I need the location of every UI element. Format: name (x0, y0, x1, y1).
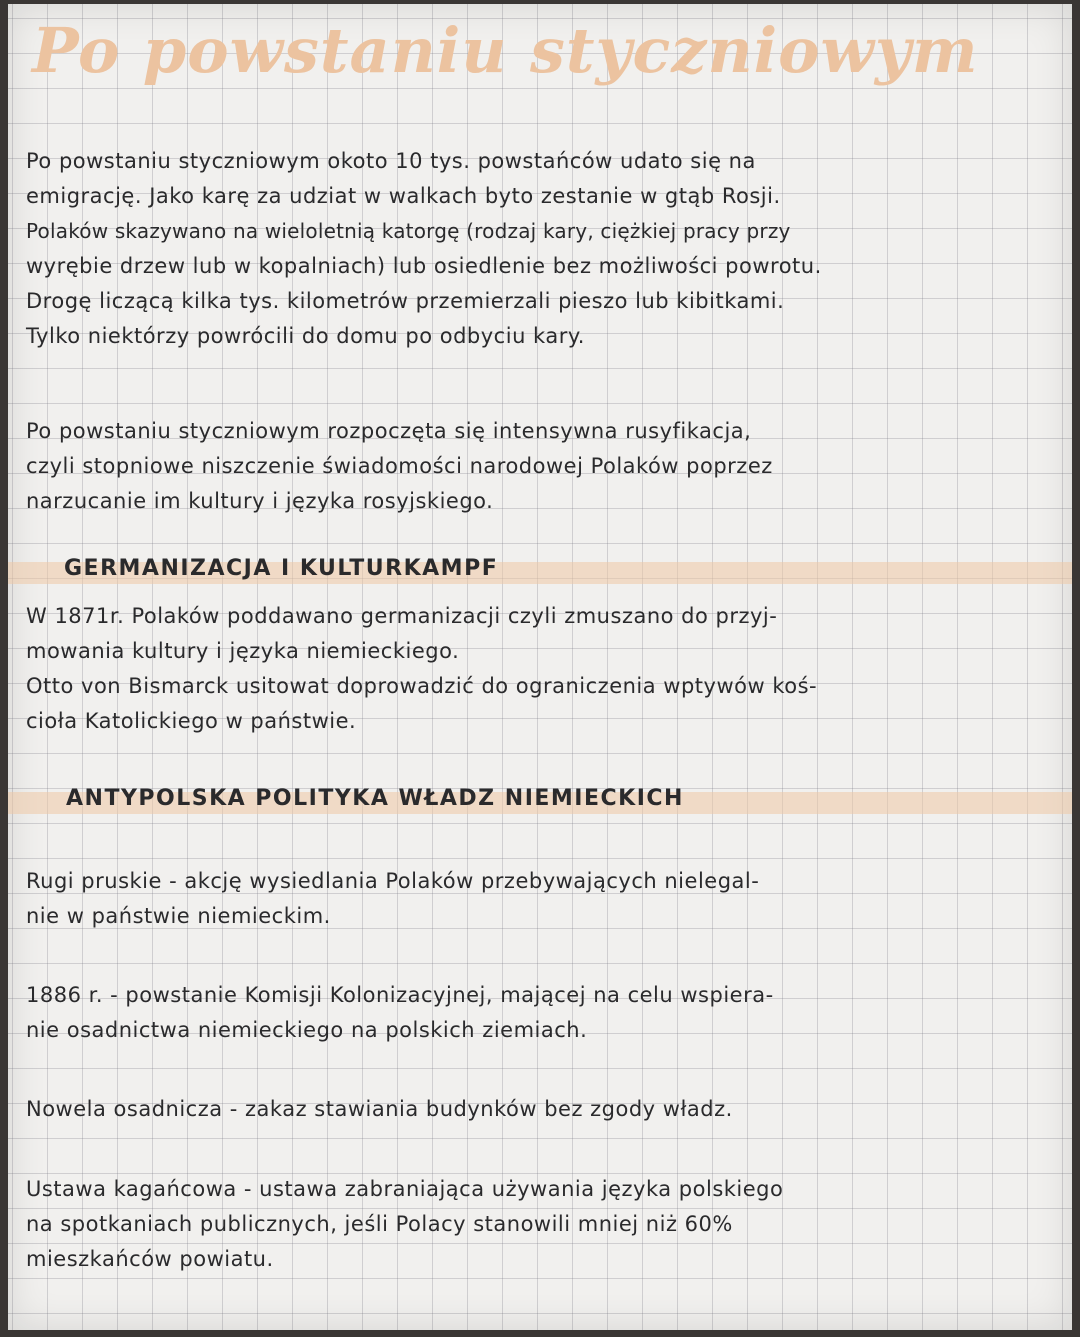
text-line: Ustawa kagańcowa - ustawa zabraniająca używania języka polskiego (26, 1177, 784, 1201)
text-line: Tylko niektórzy powrócili do domu po odbyciu kary. (26, 324, 585, 348)
text-line: narzucanie im kultury i języka rosyjskiego. (26, 489, 494, 513)
text-line: wyrębie drzew lub w kopalniach) lub osiedlenie bez możliwości powrotu. (26, 254, 822, 278)
notebook-page (8, 4, 1072, 1330)
section-heading-germanizacja: GERMANIZACJA I KULTURKAMPF (64, 556, 499, 581)
text-line: emigrację. Jako karę za udziat w walkach byto zestanie w gtąb Rosji. (26, 184, 781, 208)
text-line: Otto von Bismarck usitowat doprowadzić do ograniczenia wptywów koś- (26, 674, 818, 698)
text-line: W 1871r. Polaków poddawano germanizacji czyli zmuszano do przyj- (26, 604, 778, 628)
text-line: Po powstaniu styczniowym rozpoczęta się intensywna rusyfikacja, (26, 419, 752, 443)
rugi-paragraph (26, 864, 759, 934)
text-line: Drogę liczącą kilka tys. kilometrów przemierzali pieszo lub kibitkami. (26, 289, 785, 313)
text-line: Rugi pruskie - akcję wysiedlania Polaków przebywających nielegal- (26, 869, 760, 893)
text-line: Nowela osadnicza - zakaz stawiania budynków bez zgody władz. (26, 1097, 733, 1121)
intro-paragraph (26, 144, 822, 354)
text-line: nie w państwie niemieckim. (26, 904, 331, 928)
text-line: Po powstaniu styczniowym okoto 10 tys. powstańców udato się na (26, 149, 756, 173)
text-line: czyli stopniowe niszczenie świadomości narodowej Polaków poprzez (26, 454, 773, 478)
text-line: 1886 r. - powstanie Komisji Kolonizacyjnej, mającej na celu wspiera- (26, 983, 774, 1007)
rusyfikacja-paragraph (26, 414, 773, 519)
text-line: Polaków skazywano na wieloletnią katorgę (rodzaj kary, ciężkiej pracy przy (26, 219, 791, 243)
ustawa-paragraph (26, 1172, 783, 1277)
section-heading-antypolska: ANTYPOLSKA POLITYKA WŁADZ NIEMIECKICH (66, 786, 684, 811)
text-line: mieszkańców powiatu. (26, 1247, 274, 1271)
nowela-paragraph (26, 1092, 733, 1127)
text-line: mowania kultury i języka niemieckiego. (26, 639, 460, 663)
page-title: Po powstaniu styczniowym (32, 14, 979, 87)
text-line: cioła Katolickiego w państwie. (26, 709, 357, 733)
text-line: nie osadnictwa niemieckiego na polskich ziemiach. (26, 1018, 588, 1042)
germanizacja-paragraph (26, 599, 817, 739)
text-line: na spotkaniach publicznych, jeśli Polacy stanowili mniej niż 60% (26, 1212, 733, 1236)
komisja-paragraph (26, 978, 774, 1048)
